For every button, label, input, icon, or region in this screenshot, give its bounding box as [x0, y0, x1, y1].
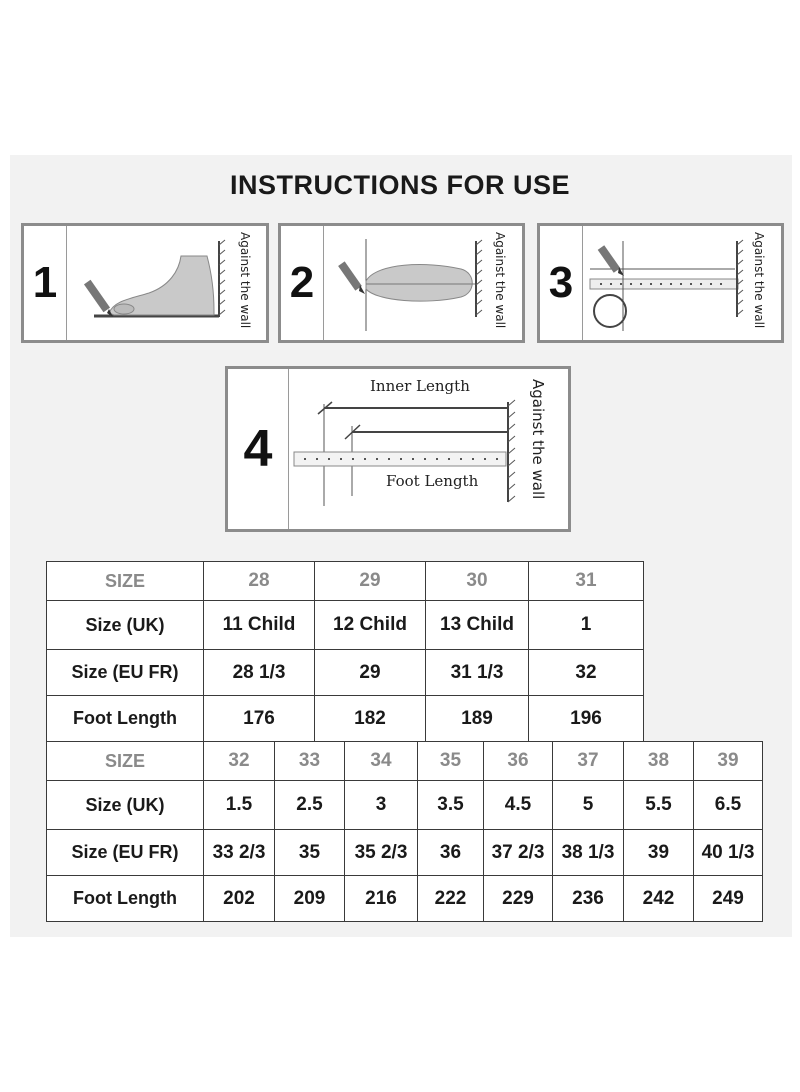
table-cell: 29	[315, 562, 426, 601]
wall-label: Against the wall	[529, 379, 547, 500]
table-cell: 196	[529, 696, 644, 742]
table-cell: 32	[204, 742, 275, 781]
table-cell: 182	[315, 696, 426, 742]
table-cell: 222	[418, 876, 484, 922]
table-cell: 12 Child	[315, 601, 426, 650]
table-row	[47, 876, 763, 922]
pencil-icon	[84, 280, 113, 317]
table-cell: 36	[484, 742, 553, 781]
table-cell: 37 2/3	[484, 830, 553, 876]
step-3-card	[537, 223, 784, 343]
row-label: SIZE	[47, 742, 204, 781]
table-cell: 31	[529, 562, 644, 601]
table-cell: 249	[694, 876, 763, 922]
table-cell: 3	[345, 781, 418, 830]
table-cell: 3.5	[418, 781, 484, 830]
page-title: INSTRUCTIONS FOR USE	[229, 170, 570, 200]
table-cell: 40 1/3	[694, 830, 763, 876]
pencil-icon	[338, 261, 365, 294]
table-cell: 1	[529, 601, 644, 650]
wall-label: Against the wall	[238, 232, 252, 329]
table-cell: 189	[426, 696, 529, 742]
step-4-card	[225, 366, 571, 532]
row-label: Size (EU FR)	[47, 650, 204, 696]
step-2-card	[278, 223, 525, 343]
table-cell: 38 1/3	[553, 830, 624, 876]
step-1-card	[21, 223, 269, 343]
table-cell: 34	[345, 742, 418, 781]
table-cell: 209	[275, 876, 345, 922]
foot-length-label: Foot Length	[386, 472, 479, 490]
table-cell: 1.5	[204, 781, 275, 830]
table-header-row	[47, 562, 644, 601]
table-cell: 39	[624, 830, 694, 876]
foot-side-illustration	[69, 231, 239, 336]
table-cell: 29	[315, 650, 426, 696]
size-table-28-31	[46, 561, 644, 742]
table-cell: 5.5	[624, 781, 694, 830]
table-row	[47, 650, 644, 696]
step-number: 2	[281, 226, 324, 340]
table-cell: 216	[345, 876, 418, 922]
table-cell: 33	[275, 742, 345, 781]
length-diagram	[290, 374, 520, 526]
table-cell: 33 2/3	[204, 830, 275, 876]
table-row	[47, 830, 763, 876]
table-row	[47, 696, 644, 742]
row-label: Size (UK)	[47, 781, 204, 830]
table-cell: 2.5	[275, 781, 345, 830]
size-table-32-39	[46, 741, 763, 922]
table-row	[47, 601, 644, 650]
table-cell: 11 Child	[204, 601, 315, 650]
row-label: Foot Length	[47, 696, 204, 742]
table-cell: 30	[426, 562, 529, 601]
inner-length-label: Inner Length	[370, 377, 470, 395]
foot-top-illustration	[326, 231, 496, 336]
table-cell: 4.5	[484, 781, 553, 830]
table-cell: 39	[694, 742, 763, 781]
table-cell: 229	[484, 876, 553, 922]
table-cell: 5	[553, 781, 624, 830]
table-cell: 236	[553, 876, 624, 922]
table-cell: 37	[553, 742, 624, 781]
row-label: Size (UK)	[47, 601, 204, 650]
row-label: Size (EU FR)	[47, 830, 204, 876]
table-cell: 31 1/3	[426, 650, 529, 696]
table-cell: 35 2/3	[345, 830, 418, 876]
table-cell: 242	[624, 876, 694, 922]
table-cell: 32	[529, 650, 644, 696]
wall-label: Against the wall	[493, 232, 507, 329]
row-label: SIZE	[47, 562, 204, 601]
table-cell: 28	[204, 562, 315, 601]
table-cell: 202	[204, 876, 275, 922]
table-cell: 38	[624, 742, 694, 781]
step-number: 3	[540, 226, 583, 340]
table-cell: 36	[418, 830, 484, 876]
row-label: Foot Length	[47, 876, 204, 922]
table-row	[47, 781, 763, 830]
table-cell: 6.5	[694, 781, 763, 830]
pencil-icon	[598, 245, 624, 276]
table-cell: 176	[204, 696, 315, 742]
wall-label: Against the wall	[752, 232, 766, 329]
table-cell: 13 Child	[426, 601, 529, 650]
table-cell: 35	[418, 742, 484, 781]
step-number: 1	[24, 226, 67, 340]
step-number: 4	[228, 369, 289, 529]
table-cell: 35	[275, 830, 345, 876]
table-header-row	[47, 742, 763, 781]
table-cell: 28 1/3	[204, 650, 315, 696]
ruler-illustration	[585, 231, 755, 336]
